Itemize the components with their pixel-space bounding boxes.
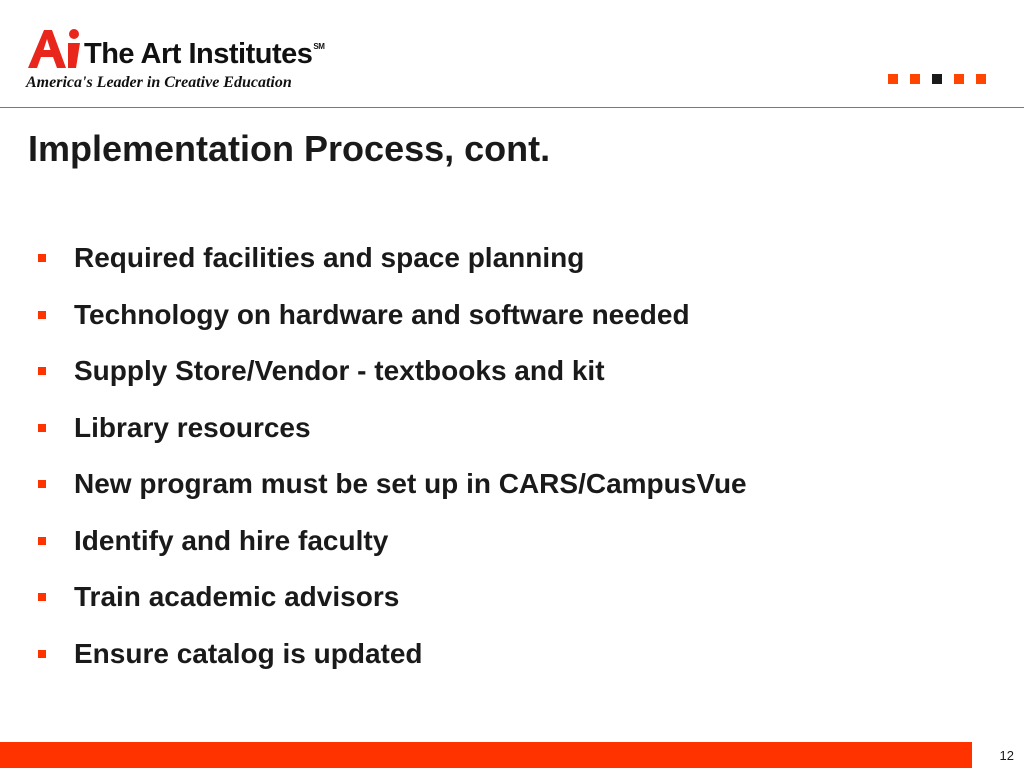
bullet-text: Library resources: [74, 411, 311, 443]
square-bullet-icon: [38, 593, 46, 601]
page-number: 12: [999, 748, 1014, 763]
bullet-item: [38, 466, 747, 523]
square-bullet-icon: [38, 311, 46, 319]
square-bullet-icon: [38, 480, 46, 488]
decorative-square: [976, 74, 986, 84]
logo-tagline: America's Leader in Creative Education: [26, 74, 292, 91]
bullet-item: [38, 523, 747, 580]
decorative-square: [910, 74, 920, 84]
bullet-text: Train academic advisors: [74, 581, 400, 612]
decorative-square: [932, 74, 942, 84]
bullet-text: New program must be set up in CARS/CampusVue: [74, 468, 747, 499]
square-bullet-icon: [38, 537, 46, 545]
decorative-square: [888, 74, 898, 84]
bullet-text: Required facilities and space planning: [74, 242, 585, 273]
bullet-text: Ensure catalog is updated: [74, 637, 423, 669]
square-bullet-icon: [38, 367, 46, 375]
bullet-text: Supply Store/Vendor - textbooks and kit: [74, 355, 605, 386]
logo-name: The Art Institutes℠: [84, 38, 325, 70]
bullet-item: [38, 240, 747, 297]
square-bullet-icon: [38, 650, 46, 658]
square-bullet-icon: [38, 424, 46, 432]
decorative-squares: [888, 74, 986, 84]
bullet-text: Technology on hardware and software needed: [74, 298, 690, 330]
footer-bar: [0, 742, 972, 768]
logo-service-mark: SM: [313, 42, 325, 51]
bullet-item: [38, 410, 747, 467]
square-bullet-icon: [38, 254, 46, 262]
bullet-item: [38, 579, 747, 636]
decorative-square: [954, 74, 964, 84]
ai-logo-mark-icon: [26, 26, 86, 72]
bullet-list: [38, 240, 747, 692]
bullet-text: Identify and hire faculty: [74, 524, 389, 556]
bullet-item: [38, 353, 747, 410]
bullet-item: [38, 636, 747, 693]
header-divider: [0, 107, 1024, 108]
art-institutes-logo: [26, 26, 356, 94]
slide-title: Implementation Process, cont.: [28, 128, 551, 169]
bullet-item: [38, 297, 747, 354]
